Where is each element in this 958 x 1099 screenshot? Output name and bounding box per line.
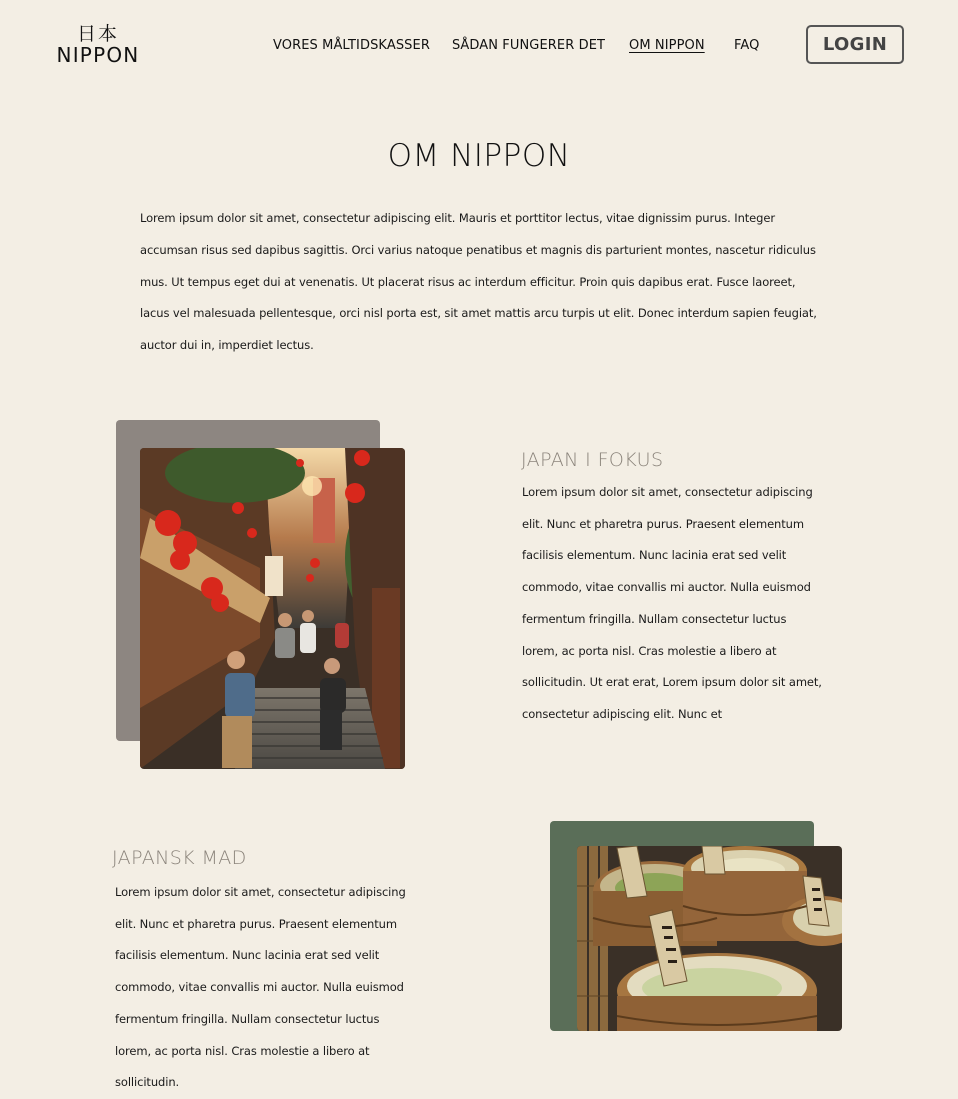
intro-text: Lorem ipsum dolor sit amet, consectetur adipiscing elit. Mauris et porttitor lectus, vitae dignissim purus. Integer accumsan risus sed dapibus sagittis. Orci varius natoque penatibus et magnis dis parturient montes, nascetur ridiculus mus. Ut tempus eget dui at venenatis. Ut placerat risus ac interdum efficitur. Proin quis dapibus erat. Fusce laoreet, lacus vel malesuada pellentesque, orci nisl porta est, sit amet mattis arcu turpis ut elit. Donec interdum sapien feugiat, auctor dui in, imperdiet lectus. bbox=[140, 211, 817, 353]
street-photo bbox=[140, 448, 405, 769]
logo-text: NIPPON bbox=[56, 43, 140, 67]
nav-link-saadan-fungerer-det[interactable]: SÅDAN FUNGERER DET bbox=[452, 38, 606, 53]
nav-link-maltidskasser[interactable]: VORES MÅLTIDSKASSER bbox=[273, 38, 430, 53]
section-text-japansk-mad: Lorem ipsum dolor sit amet, consectetur adipiscing elit. Nunc et pharetra purus. Praesent elementum facilisis elementum. Nunc lacinia erat sed velit commodo, vitae convallis mi auctor. Nulla euismod fermentum fringilla. Nullam consectetur luctus lorem, ac porta nisl. Cras molestie a libero at sollicitudin. bbox=[115, 885, 406, 1090]
section-heading-japan-i-fokus: JAPAN I FOKUS bbox=[521, 449, 664, 471]
login-button[interactable]: LOGIN bbox=[806, 25, 904, 64]
section-text-japan-i-fokus: Lorem ipsum dolor sit amet, consectetur adipiscing elit. Nunc et pharetra purus. Praesent elementum facilisis elementum. Nunc lacinia erat sed velit commodo, vitae convallis mi auctor. Nulla euismod fermentum fringilla. Nullam consectetur luctus lorem, ac porta nisl. Cras molestie a libero at sollicitudin. Ut erat erat, Lorem ipsum dolor sit amet, consectetur adipiscing elit. Nunc et bbox=[522, 485, 822, 721]
page-title: OM NIPPON bbox=[387, 138, 571, 174]
logo[interactable] bbox=[52, 24, 144, 66]
food-market-photo bbox=[577, 846, 842, 1031]
nav-link-om-nippon[interactable]: OM NIPPON bbox=[629, 38, 705, 53]
section-heading-japansk-mad: JAPANSK MAD bbox=[112, 847, 247, 869]
nav-link-faq[interactable]: FAQ bbox=[734, 38, 760, 53]
logo-kanji: 日本 bbox=[76, 23, 119, 45]
